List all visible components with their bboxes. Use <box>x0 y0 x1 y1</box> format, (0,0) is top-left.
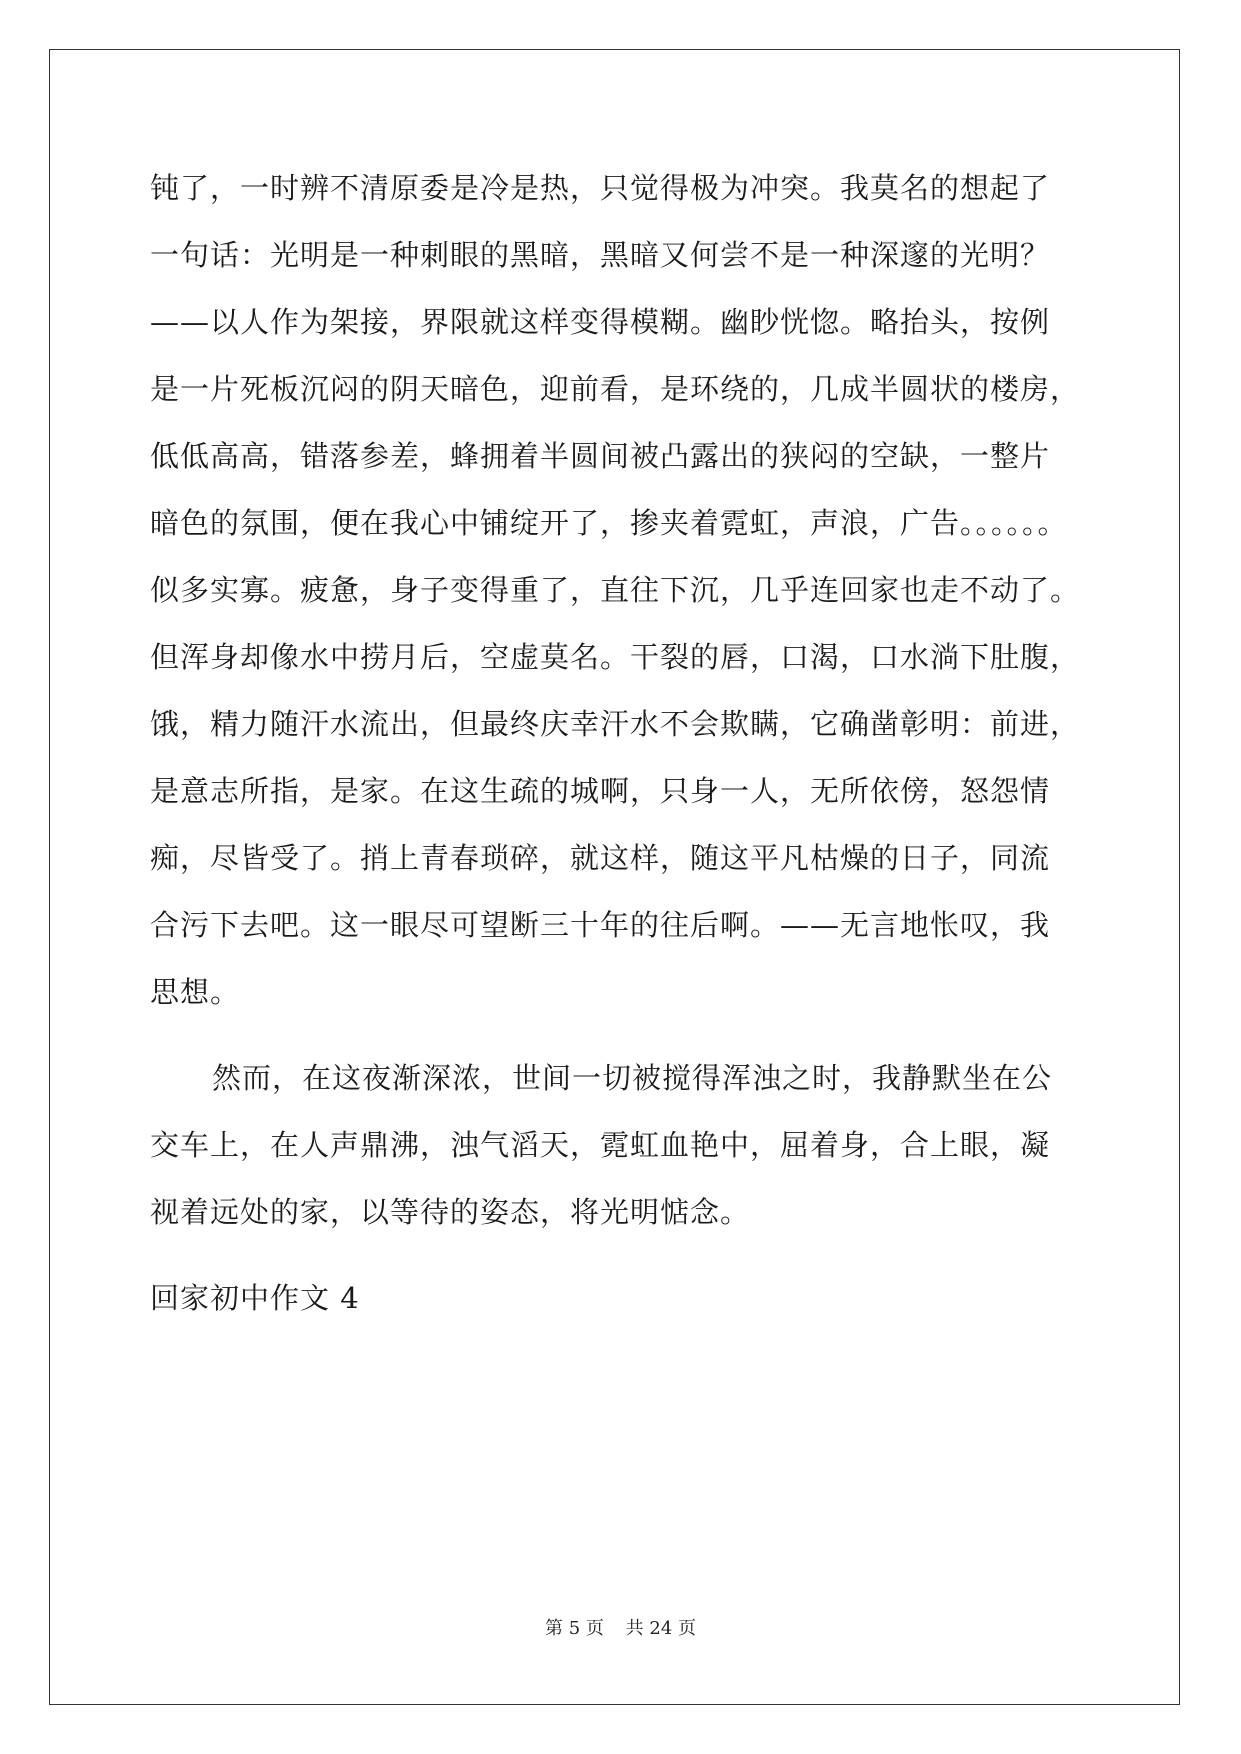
text-line: 钝了，一时辨不清原委是冷是热，只觉得极为冲突。我莫名的想起了 <box>150 171 1051 205</box>
section-heading: 回家初中作文 4 <box>150 1281 360 1315</box>
document-body <box>150 155 1110 1332</box>
text-line: 合污下去吧。这一眼尽可望断三十年的往后啊。——无言地怅叹，我 <box>150 908 1051 942</box>
page-total: 共 24 页 <box>625 1618 696 1639</box>
text-line: 一句话：光明是一种刺眼的黑暗，黑暗又何尝不是一种深邃的光明？ <box>150 238 1051 272</box>
text-line: 但浑身却像水中捞月后，空虚莫名。干裂的唇，口渴，口水淌下肚腹， <box>150 640 1081 674</box>
text-line: ——以人作为架接，界限就这样变得模糊。幽眇恍惚。略抬头，按例 <box>150 305 1051 339</box>
paragraph-line: 然而，在这夜渐深浓，世间一切被搅得浑浊之时，我静默坐在公 <box>212 1061 1053 1095</box>
text-line: 痴，尽皆受了。捎上青春琐碎，就这样，随这平凡枯燥的日子，同流 <box>150 841 1051 875</box>
paragraph-line: 交车上，在人声鼎沸，浊气滔天，霓虹血艳中，屈着身，合上眼，凝 <box>150 1128 1051 1162</box>
text-line: 是意志所指，是家。在这生疏的城啊，只身一人，无所依傍，怒怨情 <box>150 774 1051 808</box>
page-number: 第 5 页 <box>545 1618 604 1639</box>
text-line: 暗色的氛围，便在我心中铺绽开了，掺夹着霓虹，声浪，广告。。。。。。 <box>150 506 1068 540</box>
text-line: 低低高高，错落参差，蜂拥着半圆间被凸露出的狭闷的空缺，一整片 <box>150 439 1051 473</box>
text-line: 似多实寡。疲惫，身子变得重了，直往下沉，几乎连回家也走不动了。 <box>150 573 1081 607</box>
text-line: 思想。 <box>150 975 241 1009</box>
paragraph-line: 视着远处的家，以等待的姿态，将光明惦念。 <box>150 1195 751 1229</box>
page-footer <box>0 1614 1241 1640</box>
text-line: 是一片死板沉闷的阴天暗色，迎前看，是环绕的，几成半圆状的楼房， <box>150 372 1081 406</box>
text-line: 饿，精力随汗水流出，但最终庆幸汗水不会欺瞒，它确凿彰明：前进， <box>150 707 1081 741</box>
